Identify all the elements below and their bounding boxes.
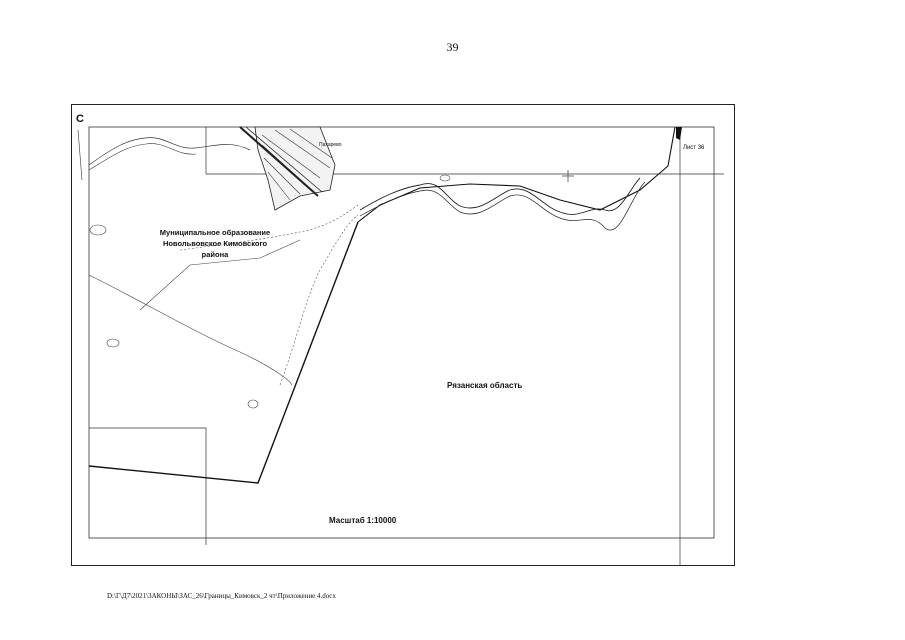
file-path-footer: D:\Г\Д7\2021\ЗАКОНЫ\ЗАС_26\Границы_Кимовск_2 чт\Приложение 4.docx	[107, 592, 336, 600]
sheet-label: Лист 36	[683, 145, 705, 151]
river-northwest	[89, 138, 250, 165]
pond	[440, 175, 450, 181]
scale-label: Масштаб 1:10000	[329, 516, 397, 525]
municipality-label: Муниципальное образование Новольвовское Кимовского района	[159, 228, 271, 259]
dashed-track	[280, 215, 358, 385]
region-label: Рязанская область	[447, 381, 523, 390]
village-label: Пахарево	[319, 142, 342, 148]
map-inner-frame	[89, 127, 714, 538]
municipal-boundary	[89, 222, 358, 483]
pond	[107, 339, 119, 347]
sheet-marker	[676, 127, 682, 140]
pond	[248, 400, 258, 408]
field-boundary-curve	[89, 275, 292, 385]
pond	[90, 225, 106, 235]
cross-marker	[562, 170, 574, 182]
municipal-boundary-north	[358, 127, 675, 222]
river-northwest-bank	[89, 144, 196, 170]
north-arrow	[78, 130, 82, 180]
page-number: 39	[446, 40, 459, 54]
north-label: C	[76, 113, 84, 125]
sheet-box-bottom-left	[89, 428, 206, 545]
